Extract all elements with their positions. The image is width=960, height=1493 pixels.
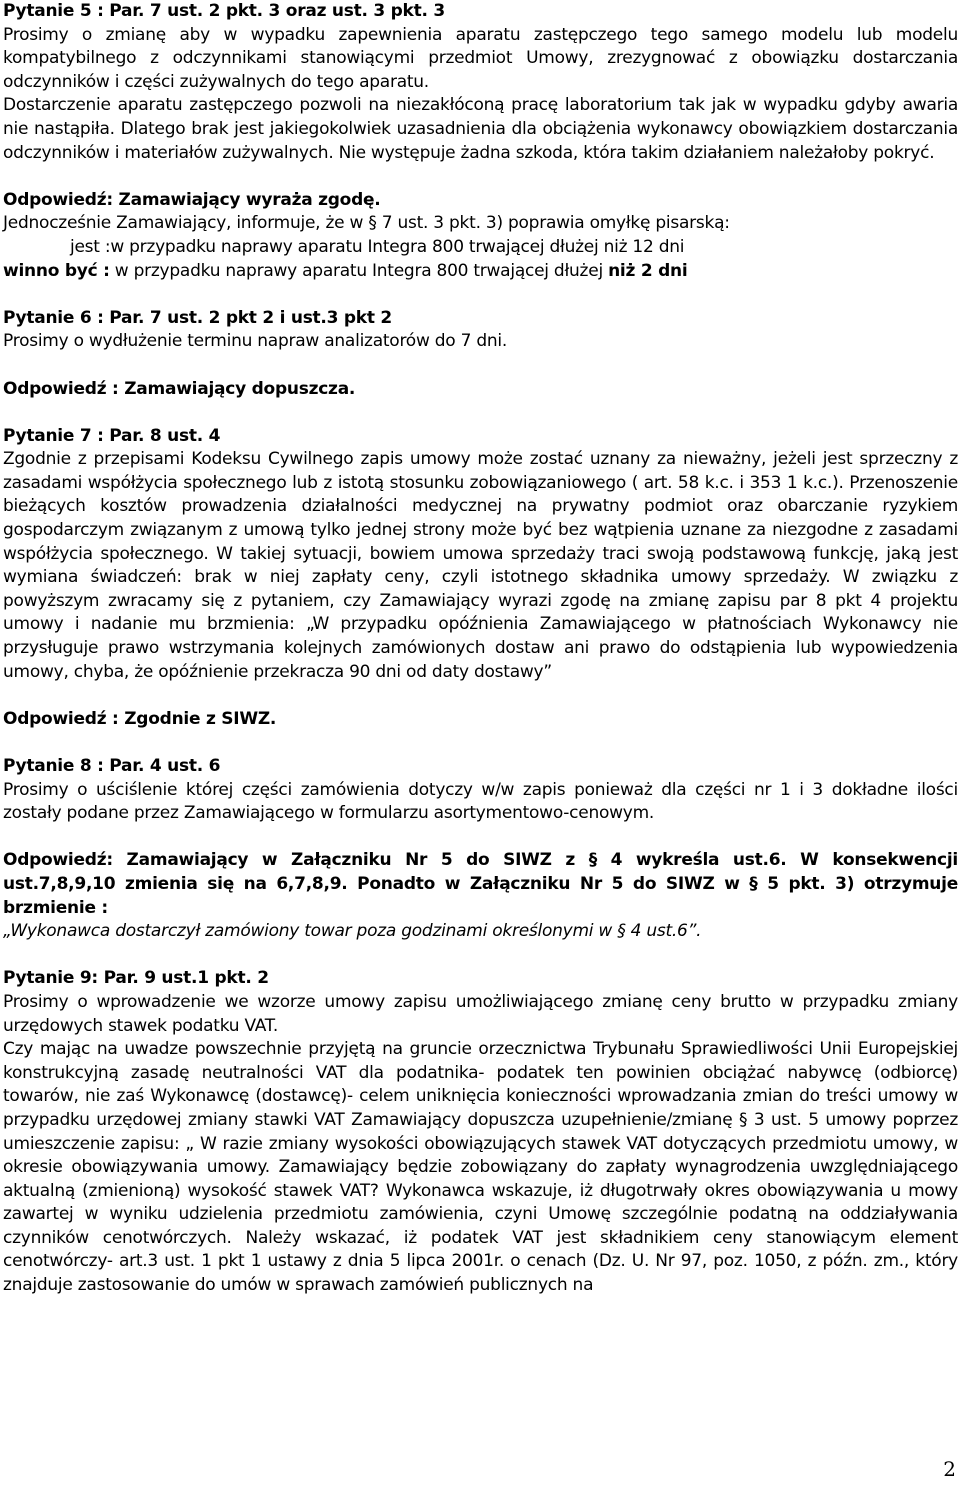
question-5-corrected-text [3, 260, 958, 284]
question-7-heading: Pytanie 7 : Par. 8 ust. 4 [3, 425, 221, 446]
should-be-bold-tail: niż 2 dni [608, 260, 688, 281]
question-5-current-text: jest :w przypadku naprawy aparatu Integra 800 trwającej dłużej niż 12 dni [70, 236, 685, 257]
question-5-body: Prosimy o zmianę aby w wypadku zapewnienia aparatu zastępczego tego samego modelu lub modelu kompatybilnego z odczynnikami stanowiącymi przedmiot Umowy, zrezygnować z obowiązku dostarczania odczynników i części zużywalnych do tego aparatu. [3, 24, 958, 92]
page-number: 2 [943, 1457, 956, 1481]
question-5-heading: Pytanie 5 : Par. 7 ust. 2 pkt. 3 oraz ust. 3 pkt. 3 [3, 1, 445, 21]
should-be-label: winno być : [3, 260, 110, 281]
question-6-answer: Odpowiedź : Zamawiający dopuszcza. [3, 378, 356, 399]
question-6-heading: Pytanie 6 : Par. 7 ust. 2 pkt 2 i ust.3 pkt 2 [3, 307, 392, 328]
question-7-answer: Odpowiedź : Zgodnie z SIWZ. [3, 708, 277, 729]
question-5-body-continued: Dostarczenie aparatu zastępczego pozwoli na niezakłóconą pracę laboratorium tak jak w wypadku gdyby awaria nie nastąpiła. Dlatego brak jest jakiegokolwiek uzasadnienia dla obciążenia wykonawcy obowiązkiem dostarczania odczynników i materiałów zużywalnych. Nie występuje żadna szkoda, która takim działaniem należałoby pokryć. [3, 95, 958, 163]
question-9-body: Prosimy o wprowadzenie we wzorze umowy zapisu umożliwiającego zmianę ceny brutto w przypadku zmiany urzędowych stawek podatku VAT. [3, 991, 958, 1036]
question-8-quote: „Wykonawca dostarczył zamówiony towar poza godzinami określonymi w § 4 ust.6”. [3, 921, 702, 942]
question-8-body: Prosimy o uściślenie której części zamówienia dotyczy w/w zapis ponieważ dla części nr 1 i 3 dokładne ilości zostały podane przez Zamawiającego w formularzu asortymentowo-cenowym. [3, 779, 958, 824]
question-9-heading: Pytanie 9: Par. 9 ust.1 pkt. 2 [3, 968, 269, 989]
question-7-body: Zgodnie z przepisami Kodeksu Cywilnego zapis umowy może zostać uznany za nieważny, jeżeli jest sprzeczny z zasadami współżycia społecznego lub z istotą stosunku zobowiązaniowego ( art. 58 k.c. i 353 1 k.c.). Przenoszenie bieżących kosztów prowadzenia działalności medycznej na prywatny podmiot oraz obarczanie ryzykiem gospodarczym związanym z umową tylko jednej strony może być bez wątpienia uznane za niezgodne z zasadami współżycia społecznego. W takiej sytuacji, bowiem umowa sprzedaży traci swoją podstawową funkcję, jaką jest wymiana świadczeń: brak w niej zapłaty ceny, czyli istotnego składnika umowy sprzedaży. W związku z powyższym zwracamy się z pytaniem, czy Zamawiający wyrazi zgodę na zmianę zapisu par 8 pkt 4 projektu umowy i nadanie mu brzmienia: „W przypadku opóźnienia Zamawiającego w płatnościach Wykonawcy nie przysługuje prawo wstrzymania kolejnych zamówionych dostaw ani prawo do odstąpienia lub wypowiedzenia umowy, chyba, że opóźnienie przekracza 90 dni od daty dostawy” [3, 449, 958, 682]
should-be-text: w przypadku naprawy aparatu Integra 800 trwającej dłużej [109, 260, 609, 281]
question-9-body-continued: Czy mając na uwadze powszechnie przyjętą na gruncie orzecznictwa Trybunału Sprawiedliwości Unii Europejskiej konstrukcyjną zasadę neutralności VAT dla podatnika- podatek ten powinien obciążać nabywcę (odbiorcę) towarów, nie zaś Wykonawcę (dostawcę)- celem uniknięcia konieczności wprowadzania zmian do treści umowy w przypadku urzędowej zmiany stawki VAT Zamawiający dopuszcza uzupełnienie/zmianę § 3 ust. 5 umowy poprzez umieszczenie zapisu: „ W razie zmiany wysokości obowiązujących stawek VAT dotyczących przedmiotu umowy, w okresie obowiązywania umowy. Zamawiający będzie zobowiązany do zapłaty wynagrodzenia uwzględniającego aktualną (zmienioną) wysokość stawek VAT? Wykonawca wskazuje, iż długotrwały okres obowiązywania u mowy zawartej w wyniku udzielenia przedmiotu zamówienia, czyni Umowę szczególnie podatną na oddziaływania czynników cenotwórczych. Należy wskazać, iż podatek VAT jest składnikiem ceny stanowiącym element cenotwórczy- art.3 ust. 1 pkt 1 ustawy z dnia 5 lipca 2001r. o cenach (Dz. U. Nr 97, poz. 1050, z późn. zm., który znajduje zastosowanie do umów w sprawach zamówień publicznych na [3, 1039, 958, 1296]
document-page [3, 0, 958, 1298]
question-8-heading: Pytanie 8 : Par. 4 ust. 6 [3, 756, 221, 776]
question-5-answer: Odpowiedź: Zamawiający wyraża zgodę. [3, 189, 381, 210]
question-5-correction-note: Jednocześnie Zamawiający, informuje, że w § 7 ust. 3 pkt. 3) poprawia omyłkę pisarską: [3, 213, 730, 234]
question-8-answer: Odpowiedź: Zamawiający w Załączniku Nr 5 do SIWZ z § 4 wykreśla ust.6. W konsekwencji ust.7,8,9,10 zmienia się na 6,7,8,9. Ponadto w Załączniku Nr 5 do SIWZ w § 5 pkt. 3) otrzymuje brzmienie : [3, 850, 958, 918]
question-6-body: Prosimy o wydłużenie terminu napraw analizatorów do 7 dni. [3, 331, 508, 352]
